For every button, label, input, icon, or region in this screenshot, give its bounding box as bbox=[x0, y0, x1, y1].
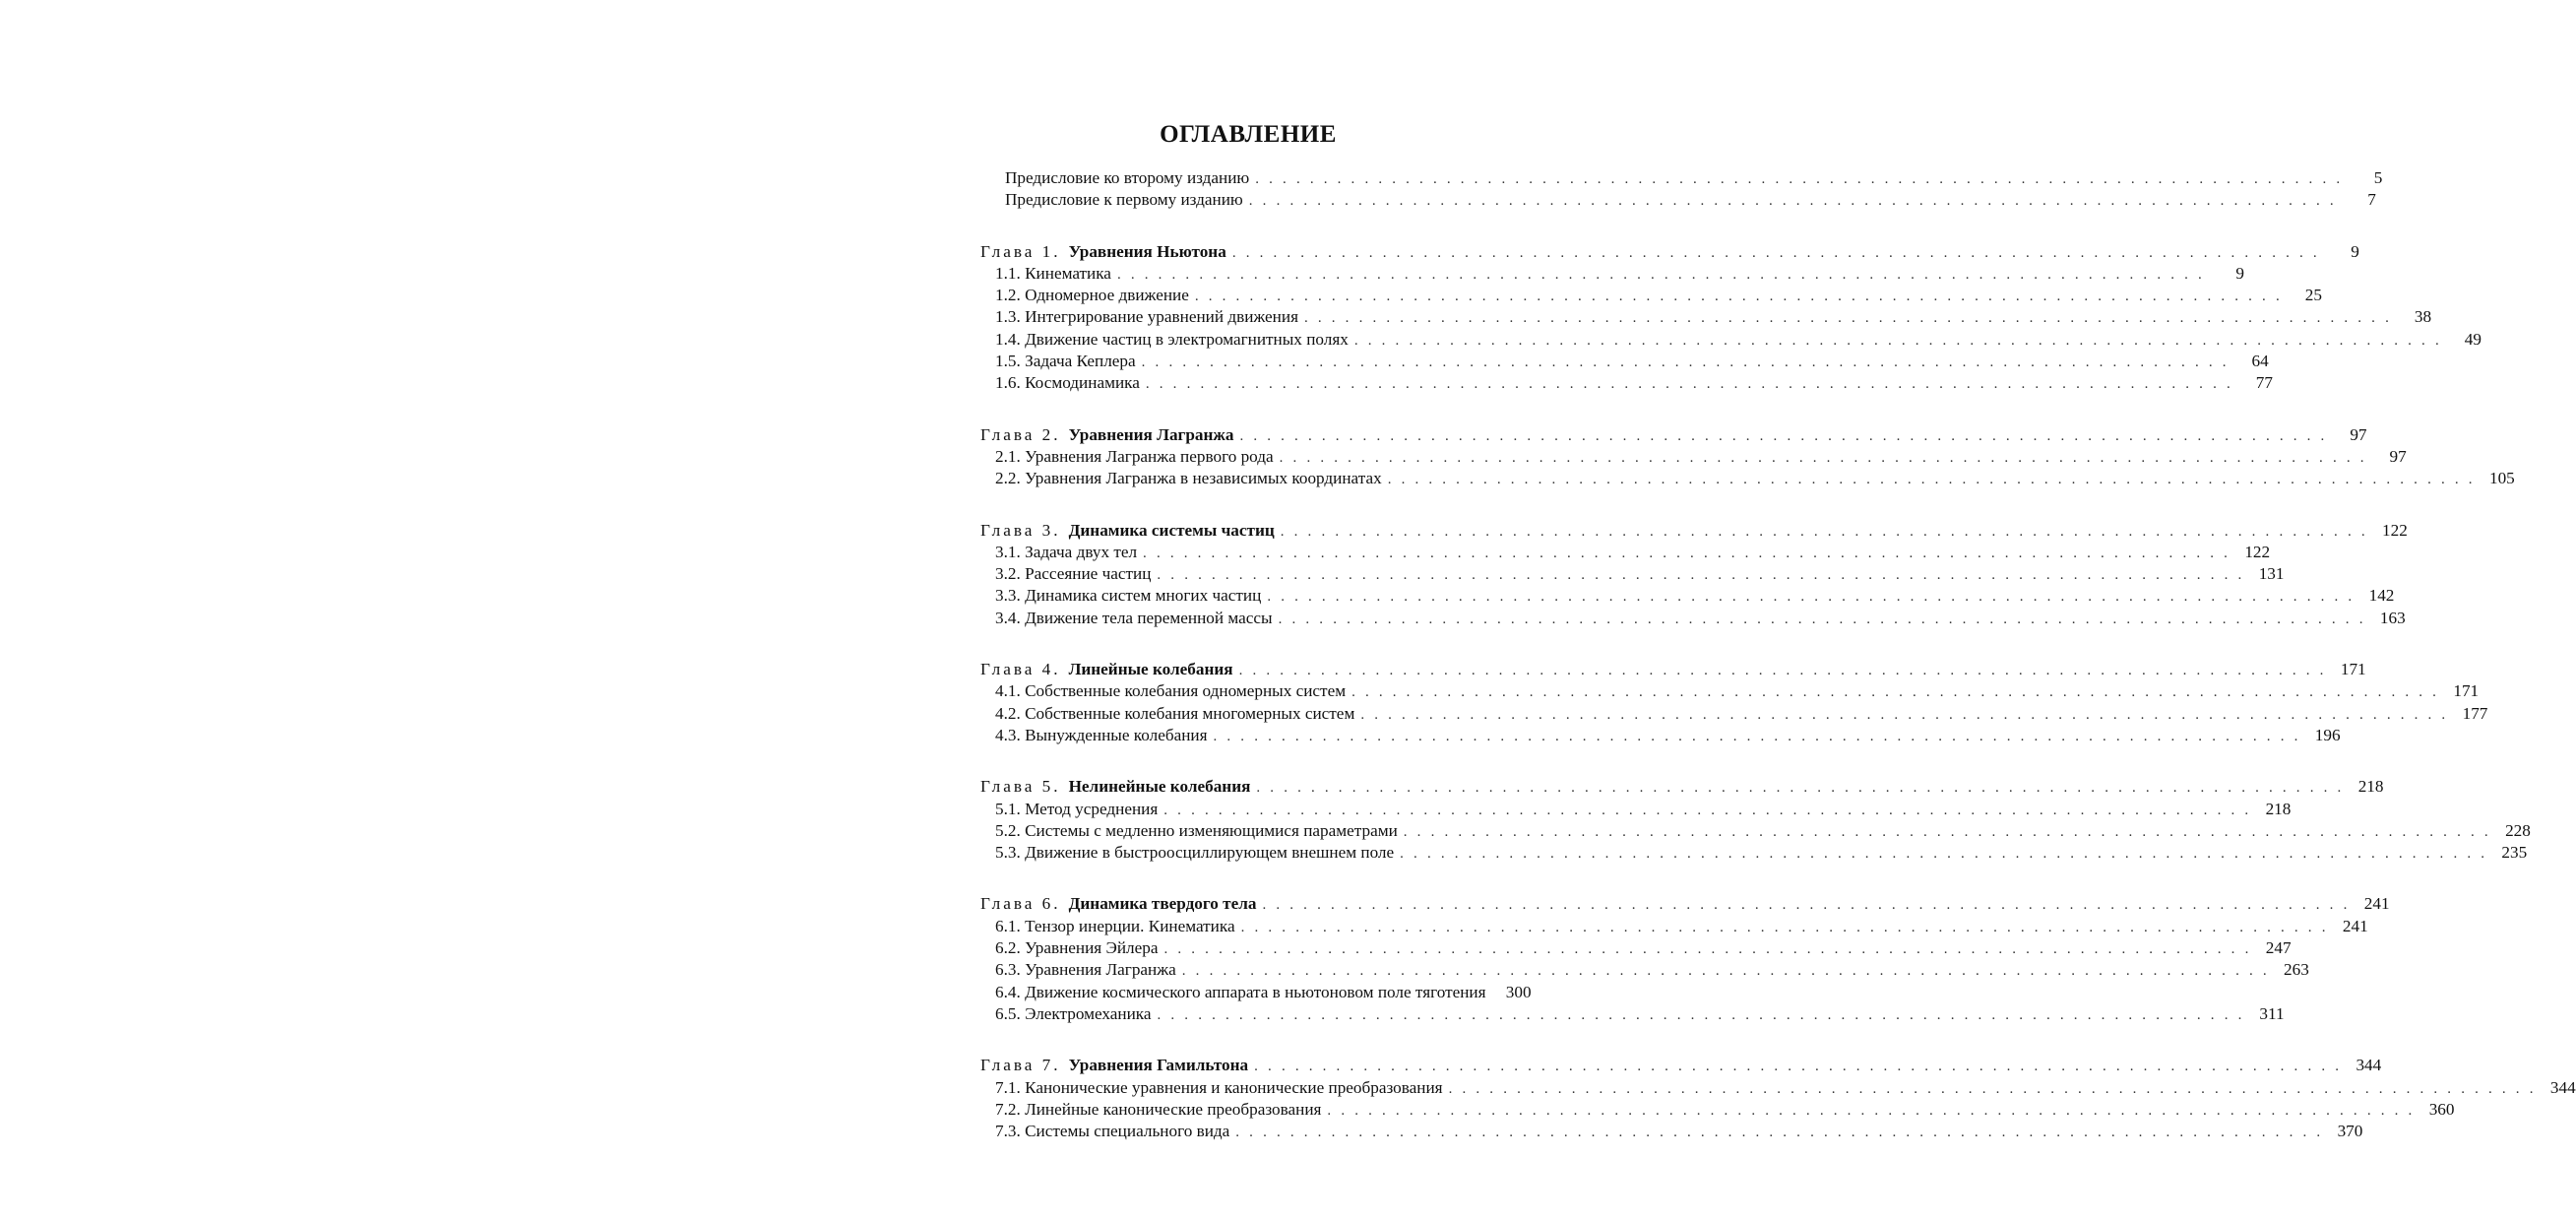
chapter-heading bbox=[980, 893, 1256, 915]
toc-entry-page: 97 bbox=[2389, 446, 2407, 466]
dot-leader: . . . . . . . . . . . . . . . . . . . . . . . . . . . . . . . . . . . . . . . . . . . . . . . . . . . . . . . . . . . . . . . . . . . . . . . . . . . . . . . . bbox=[1280, 523, 2368, 540]
toc-entry-page: 196 bbox=[2314, 725, 2341, 744]
toc-entry-label: 1.6. Космодинамика bbox=[995, 373, 1140, 393]
toc-entry-label: 2.2. Уравнения Лагранжа в независимых координатах bbox=[995, 469, 1382, 488]
toc-entry-section[interactable] bbox=[980, 285, 2322, 306]
toc-entry-label: 3.1. Задача двух тел bbox=[995, 542, 1138, 561]
toc-entry-section[interactable] bbox=[980, 372, 2273, 394]
dot-leader: . . . . . . . . . . . . . . . . . . . . . . . . . . . . . . . . . . . . . . . . . . . . . . . . . . . . . . . . . . . . . . . . . . . . . . . . . . . . . . . . bbox=[1267, 589, 2356, 606]
toc-entry-preface-2[interactable] bbox=[980, 167, 2383, 189]
toc-entry-section[interactable] bbox=[980, 959, 2309, 981]
dot-leader: . . . . . . . . . . . . . . . . . . . . . . . . . . . . . . . . . . . . . . . . . . . . . . . . . . . . . . . . . . . . . . . . . . . . . . . . . . . . . . . . bbox=[1400, 846, 2488, 863]
dot-leader: . . . . . . . . . . . . . . . . . . . . . . . . . . . . . . . . . . . . . . . . . . . . . . . . . . . . . . . . . . . . . . . . . . . . . . . . . . . . . . . . bbox=[1238, 663, 2327, 679]
toc-entry-label: 1.2. Одномерное движение bbox=[995, 286, 1189, 305]
chapter-title: Уравнения Ньютона bbox=[1068, 241, 1226, 261]
toc-entry-page: 38 bbox=[2414, 307, 2432, 327]
toc-entry-label: 1.5. Задача Кеплера bbox=[995, 352, 1136, 371]
toc-entry-page: 9 bbox=[2235, 263, 2244, 283]
toc-entry-label: Предисловие к первому изданию bbox=[1005, 190, 1243, 210]
left-page-blank bbox=[0, 0, 863, 1222]
toc-entry-page: 122 bbox=[2244, 542, 2271, 561]
toc-entry-label: 6.4. Движение космического аппарата в ньютоновом поле тяготения bbox=[995, 982, 1486, 1001]
chapter-label: Глава 3. bbox=[980, 520, 1061, 540]
dot-leader: . . . . . . . . . . . . . . . . . . . . . . . . . . . . . . . . . . . . . . . . . . . . . . . . . . . . . . . . . . . . . . . . . . . . . . . . . . . . . . . . bbox=[1278, 611, 2366, 627]
toc-entry-label: 7.3. Системы специального вида bbox=[995, 1122, 1230, 1141]
chapter-gap bbox=[980, 864, 1516, 893]
toc-entry-section[interactable] bbox=[980, 842, 2528, 864]
dot-leader: . . . . . . . . . . . . . . . . . . . . . . . . . . . . . . . . . . . . . . . . . . . . . . . . . . . . . . . . . . . . . . . . . . . . . . . . . . . . . . . . bbox=[1163, 941, 2252, 958]
dot-leader: . . . . . . . . . . . . . . . . . . . . . . . . . . . . . . . . . . . . . . . . . . . . . . . . . . . . . . . . . . . . . . . . . . . . . . . . . . . . . . . . bbox=[1262, 897, 2351, 914]
toc-entry-label: 3.2. Рассеяние частиц bbox=[995, 564, 1152, 584]
toc-entry-section[interactable] bbox=[980, 1003, 2285, 1025]
chapter-gap bbox=[980, 629, 1516, 659]
toc-entry-preface-1[interactable] bbox=[980, 189, 2376, 211]
toc-entry-label: 5.2. Системы с медленно изменяющимися параметрами bbox=[995, 820, 1398, 840]
toc-entry-label: 2.1. Уравнения Лагранжа первого рода bbox=[995, 446, 1274, 466]
toc-entry-page: 9 bbox=[2351, 241, 2359, 261]
chapter-label: Глава 4. bbox=[980, 660, 1061, 679]
dot-leader: . . . . . . . . . . . . . . . . . . . . . . . . . . . . . . . . . . . . . . . . . . . . . . . . . . . . . . . . . . . . . . . . . . . . . . . . . . . . . . . . bbox=[1403, 823, 2491, 840]
toc-entry-section[interactable] bbox=[980, 542, 2271, 563]
toc-entry-section[interactable] bbox=[980, 982, 1532, 1003]
toc-entry-chapter-4[interactable] bbox=[980, 659, 2366, 680]
chapter-title: Нелинейные колебания bbox=[1068, 777, 1251, 797]
chapter-block bbox=[980, 520, 2408, 629]
toc-entry-label: 3.3. Динамика систем многих частиц bbox=[995, 586, 1262, 606]
toc-entry-page: 77 bbox=[2255, 373, 2273, 393]
toc-entry-page: 5 bbox=[2373, 168, 2383, 187]
chapter-label: Глава 1. bbox=[980, 241, 1061, 261]
toc-entry-section[interactable] bbox=[980, 1099, 2455, 1121]
toc-entry-page: 247 bbox=[2265, 938, 2292, 958]
dot-leader: . . . . . . . . . . . . . . . . . . . . . . . . . . . . . . . . . . . . . . . . . . . . . . . . . . . . . . . . . . . . . . . . . . . . . . . . . . . . . . . . bbox=[1141, 354, 2230, 371]
toc-entry-section[interactable] bbox=[980, 1121, 2363, 1142]
toc-entry-page: 131 bbox=[2258, 564, 2285, 584]
toc-entry-page: 122 bbox=[2382, 520, 2408, 540]
toc-title: ОГЛАВЛЕНИЕ bbox=[1160, 121, 1337, 148]
toc-entry-label: 1.1. Кинематика bbox=[995, 263, 1111, 283]
toc-entry-section[interactable] bbox=[980, 725, 2341, 746]
chapter-heading bbox=[980, 776, 1250, 798]
toc-entry-page: 344 bbox=[2549, 1077, 2576, 1097]
chapter-title: Динамика системы частиц bbox=[1068, 520, 1275, 540]
toc-entry-section[interactable] bbox=[980, 820, 2531, 842]
chapter-block bbox=[980, 1055, 2576, 1142]
toc-entry-page: 370 bbox=[2337, 1122, 2363, 1141]
toc-entry-page: 171 bbox=[2340, 660, 2366, 679]
chapter-gap bbox=[980, 212, 1516, 241]
toc-entry-section[interactable] bbox=[980, 937, 2292, 959]
dot-leader: . . . . . . . . . . . . . . . . . . . . . . . . . . . . . . . . . . . . . . . . . . . . . . . . . . . . . . . . . . . . . . . . . . . . . . . . . . . . . . . . bbox=[1248, 193, 2337, 210]
toc-entry-section[interactable] bbox=[980, 1077, 2576, 1099]
toc-entry-page: 142 bbox=[2368, 586, 2395, 606]
chapter-title: Линейные колебания bbox=[1068, 660, 1233, 679]
toc-entry-page: 360 bbox=[2428, 1099, 2455, 1119]
toc-entry-label: 7.1. Канонические уравнения и канонические преобразования bbox=[995, 1077, 1443, 1097]
toc-entry-label: Предисловие ко второму изданию bbox=[1005, 168, 1250, 187]
toc-entry-page: 263 bbox=[2284, 960, 2309, 980]
toc-entry-page: 64 bbox=[2251, 352, 2269, 371]
dot-leader: . . . . . . . . . . . . . . . . . . . . . . . . . . . . . . . . . . . . . . . . . . . . . . . . . . . . . . . . . . . . . . . . . . . . . . . . . . . . . . . . bbox=[1143, 545, 2231, 561]
dot-leader: . . . . . . . . . . . . . . . . . . . . . . . . . . . . . . . . . . . . . . . . . . . . . . . . . . . . . . . . . . . . . . . . . . . . . . . . . . . . . . . . bbox=[1327, 1102, 2416, 1119]
chapter-title: Уравнения Лагранжа bbox=[1068, 424, 1234, 444]
toc-entry-section[interactable] bbox=[980, 563, 2285, 585]
toc-entry-page: 105 bbox=[2488, 469, 2515, 488]
table-of-contents bbox=[980, 116, 2576, 1142]
chapter-heading bbox=[980, 520, 1275, 542]
toc-entry-page: 7 bbox=[2367, 190, 2376, 210]
toc-entry-page: 344 bbox=[2356, 1056, 2382, 1075]
toc-entry-label: 1.4. Движение частиц в электромагнитных полях bbox=[995, 329, 1349, 349]
toc-entry-page: 177 bbox=[2462, 703, 2488, 723]
chapter-block bbox=[980, 659, 2488, 746]
toc-entry-page: 235 bbox=[2501, 843, 2528, 863]
chapter-heading bbox=[980, 659, 1233, 680]
toc-entry-chapter-1[interactable] bbox=[980, 241, 2359, 263]
chapter-block bbox=[980, 776, 2531, 864]
chapter-label: Глава 7. bbox=[980, 1056, 1061, 1075]
dot-leader: . . . . . . . . . . . . . . . . . . . . . . . . . . . . . . . . . . . . . . . . . . . . . . . . . . . . . . . . . . . . . . . . . . . . . . . . . . . . . . . . bbox=[1279, 449, 2367, 466]
toc-entry-section[interactable] bbox=[980, 306, 2432, 328]
toc-entry-label: 1.3. Интегрирование уравнений движения bbox=[995, 307, 1298, 327]
toc-entry-section[interactable] bbox=[980, 916, 2368, 937]
toc-entry-page: 218 bbox=[2265, 799, 2292, 818]
toc-entry-page: 300 bbox=[1505, 982, 1532, 1001]
chapter-block bbox=[980, 893, 2390, 1025]
chapter-heading bbox=[980, 1055, 1248, 1076]
chapter-heading bbox=[980, 424, 1233, 446]
toc-entry-label: 4.1. Собственные колебания одномерных систем bbox=[995, 681, 1347, 701]
toc-entry-label: 3.4. Движение тела переменной массы bbox=[995, 608, 1273, 627]
toc-entry-page: 171 bbox=[2453, 681, 2480, 701]
toc-entry-section[interactable] bbox=[980, 585, 2395, 607]
toc-entry-section[interactable] bbox=[980, 263, 2244, 285]
toc-entry-chapter-3[interactable] bbox=[980, 520, 2408, 542]
toc-entry-page: 25 bbox=[2304, 286, 2322, 305]
dot-leader: . . . . . . . . . . . . . . . . . . . . . . . . . . . . . . . . . . . . . . . . . . . . . . . . . . . . . . . . . . . . . . . . . . . . . . . . . . . . . . . . bbox=[1448, 1080, 2537, 1097]
toc-entry-chapter-6[interactable] bbox=[980, 893, 2390, 915]
toc-entry-section[interactable] bbox=[980, 468, 2515, 489]
toc-entry-page: 311 bbox=[2259, 1003, 2285, 1023]
toc-entry-section[interactable] bbox=[980, 703, 2488, 725]
toc-entry-section[interactable] bbox=[980, 608, 2406, 629]
toc-entry-label: 5.1. Метод усреднения bbox=[995, 799, 1159, 818]
toc-entry-section[interactable] bbox=[980, 351, 2269, 372]
dot-leader: . . . . . . . . . . . . . . . . . . . . . . . . . . . . . . . . . . . . . . . . . . . . . . . . . . . . . . . . . . . . . . . . . . . . . . . . . . . . . . . . bbox=[1116, 266, 2205, 283]
chapter-title: Уравнения Гамильтона bbox=[1068, 1056, 1249, 1075]
dot-leader: . . . . . . . . . . . . . . . . . . . . . . . . . . . . . . . . . . . . . . . . . . . . . . . . . . . . . . . . . . . . . . . . . . . . . . . . . . . . . . . . bbox=[1254, 1059, 2343, 1075]
dot-leader: . . . . . . . . . . . . . . . . . . . . . . . . . . . . . . . . . . . . . . . . . . . . . . . . . . . . . . . . . . . . . . . . . . . . . . . . . . . . . . . . bbox=[1235, 1125, 2324, 1141]
toc-entry-section[interactable] bbox=[980, 799, 2292, 820]
dot-leader: . . . . . . . . . . . . . . . . . . . . . . . . . . . . . . . . . . . . . . . . . . . . . . . . . . . . . . . . . . . . . . . . . . . . . . . . . . . . . . . . bbox=[1256, 780, 2345, 797]
toc-entry-page: 218 bbox=[2357, 777, 2384, 797]
toc-entry-label: 4.2. Собственные колебания многомерных систем bbox=[995, 703, 1355, 723]
chapter-label: Глава 6. bbox=[980, 894, 1061, 914]
dot-leader: . . . . . . . . . . . . . . . . . . . . . . . . . . . . . . . . . . . . . . . . . . . . . . . . . . . . . . . . . . . . . . . . . . . . . . . . . . . . . . . . bbox=[1194, 289, 2283, 305]
toc-entry-section[interactable] bbox=[980, 329, 2482, 351]
dot-leader: . . . . . . . . . . . . . . . . . . . . . . . . . . . . . . . . . . . . . . . . . . . . . . . . . . . . . . . . . . . . . . . . . . . . . . . . . . . . . . . . bbox=[1240, 919, 2329, 935]
dot-leader: . . . . . . . . . . . . . . . . . . . . . . . . . . . . . . . . . . . . . . . . . . . . . . . . . . . . . . . . . . . . . . . . . . . . . . . . . . . . . . . . bbox=[1163, 802, 2252, 818]
dot-leader: . . . . . . . . . . . . . . . . . . . . . . . . . . . . . . . . . . . . . . . . . . . . . . . . . . . . . . . . . . . . . . . . . . . . . . . . . . . . . . . . bbox=[1231, 244, 2320, 261]
dot-leader: . . . . . . . . . . . . . . . . . . . . . . . . . . . . . . . . . . . . . . . . . . . . . . . . . . . . . . . . . . . . . . . . . . . . . . . . . . . . . . . . bbox=[1157, 567, 2245, 584]
dot-leader: . . . . . . . . . . . . . . . . . . . . . . . . . . . . . . . . . . . . . . . . . . . . . . . . . . . . . . . . . . . . . . . . . . . . . . . . . . . . . . . . bbox=[1255, 171, 2344, 187]
toc-entry-chapter-7[interactable] bbox=[980, 1055, 2382, 1076]
dot-leader: . . . . . . . . . . . . . . . . . . . . . . . . . . . . . . . . . . . . . . . . . . . . . . . . . . . . . . . . . . . . . . . . . . . . . . . . . . . . . . . . bbox=[1213, 728, 2301, 744]
chapter-gap bbox=[980, 1025, 1516, 1055]
chapter-label: Глава 2. bbox=[980, 424, 1061, 444]
dot-leader: . . . . . . . . . . . . . . . . . . . . . . . . . . . . . . . . . . . . . . . . . . . . . . . . . . . . . . . . . . . . . . . . . . . . . . . . . . . . . . . . bbox=[1303, 310, 2393, 327]
dot-leader: . . . . . . . . . . . . . . . . . . . . . . . . . . . . . . . . . . . . . . . . . . . . . . . . . . . . . . . . . . . . . . . . . . . . . . . . . . . . . . . . bbox=[1360, 706, 2449, 723]
chapter-gap bbox=[980, 746, 1516, 776]
toc-entry-section[interactable] bbox=[980, 446, 2407, 468]
chapter-block bbox=[980, 241, 2482, 395]
chapter-label: Глава 5. bbox=[980, 777, 1061, 797]
toc-entry-label: 4.3. Вынужденные колебания bbox=[995, 725, 1208, 744]
dot-leader: . . . . . . . . . . . . . . . . . . . . . . . . . . . . . . . . . . . . . . . . . . . . . . . . . . . . . . . . . . . . . . . . . . . . . . . . . . . . . . . . bbox=[1387, 472, 2476, 488]
toc-entry-page: 97 bbox=[2350, 424, 2367, 444]
toc-entry-label: 6.5. Электромеханика bbox=[995, 1003, 1152, 1023]
right-page bbox=[863, 0, 2576, 1222]
dot-leader: . . . . . . . . . . . . . . . . . . . . . . . . . . . . . . . . . . . . . . . . . . . . . . . . . . . . . . . . . . . . . . . . . . . . . . . . . . . . . . . . bbox=[1239, 427, 2328, 444]
toc-entry-chapter-2[interactable] bbox=[980, 424, 2367, 446]
chapters-list bbox=[980, 212, 2576, 1143]
toc-entry-section[interactable] bbox=[980, 680, 2480, 702]
chapter-title: Динамика твердого тела bbox=[1068, 894, 1257, 914]
toc-entry-label: 6.1. Тензор инерции. Кинематика bbox=[995, 916, 1235, 935]
chapter-gap bbox=[980, 490, 1516, 520]
dot-leader: . . . . . . . . . . . . . . . . . . . . . . . . . . . . . . . . . . . . . . . . . . . . . . . . . . . . . . . . . . . . . . . . . . . . . . . . . . . . . . . . bbox=[1351, 684, 2440, 701]
dot-leader: . . . . . . . . . . . . . . . . . . . . . . . . . . . . . . . . . . . . . . . . . . . . . . . . . . . . . . . . . . . . . . . . . . . . . . . . . . . . . . . . bbox=[1181, 963, 2270, 980]
toc-entry-page: 241 bbox=[2342, 916, 2368, 935]
toc-entry-chapter-5[interactable] bbox=[980, 776, 2384, 798]
toc-entry-page: 49 bbox=[2464, 329, 2482, 349]
dot-leader: . . . . . . . . . . . . . . . . . . . . . . . . . . . . . . . . . . . . . . . . . . . . . . . . . . . . . . . . . . . . . . . . . . . . . . . . . . . . . . . . bbox=[1157, 1006, 2245, 1023]
toc-entry-page: 163 bbox=[2379, 608, 2406, 627]
toc-entry-label: 7.2. Линейные канонические преобразования bbox=[995, 1099, 1322, 1119]
dot-leader: . . . . . . . . . . . . . . . . . . . . . . . . . . . . . . . . . . . . . . . . . . . . . . . . . . . . . . . . . . . . . . . . . . . . . . . . . . . . . . . . bbox=[1145, 376, 2233, 393]
chapter-gap bbox=[980, 395, 1516, 424]
chapter-block bbox=[980, 424, 2515, 490]
dot-leader: . . . . . . . . . . . . . . . . . . . . . . . . . . . . . . . . . . . . . . . . . . . . . . . . . . . . . . . . . . . . . . . . . . . . . . . . . . . . . . . . bbox=[1353, 332, 2442, 349]
toc-entry-label: 6.3. Уравнения Лагранжа bbox=[995, 960, 1176, 980]
toc-entry-label: 6.2. Уравнения Эйлера bbox=[995, 938, 1159, 958]
toc-entry-page: 241 bbox=[2363, 894, 2390, 914]
toc-entry-page: 228 bbox=[2505, 820, 2531, 840]
toc-entry-label: 5.3. Движение в быстроосциллирующем внешнем поле bbox=[995, 843, 1395, 863]
chapter-heading bbox=[980, 241, 1226, 263]
